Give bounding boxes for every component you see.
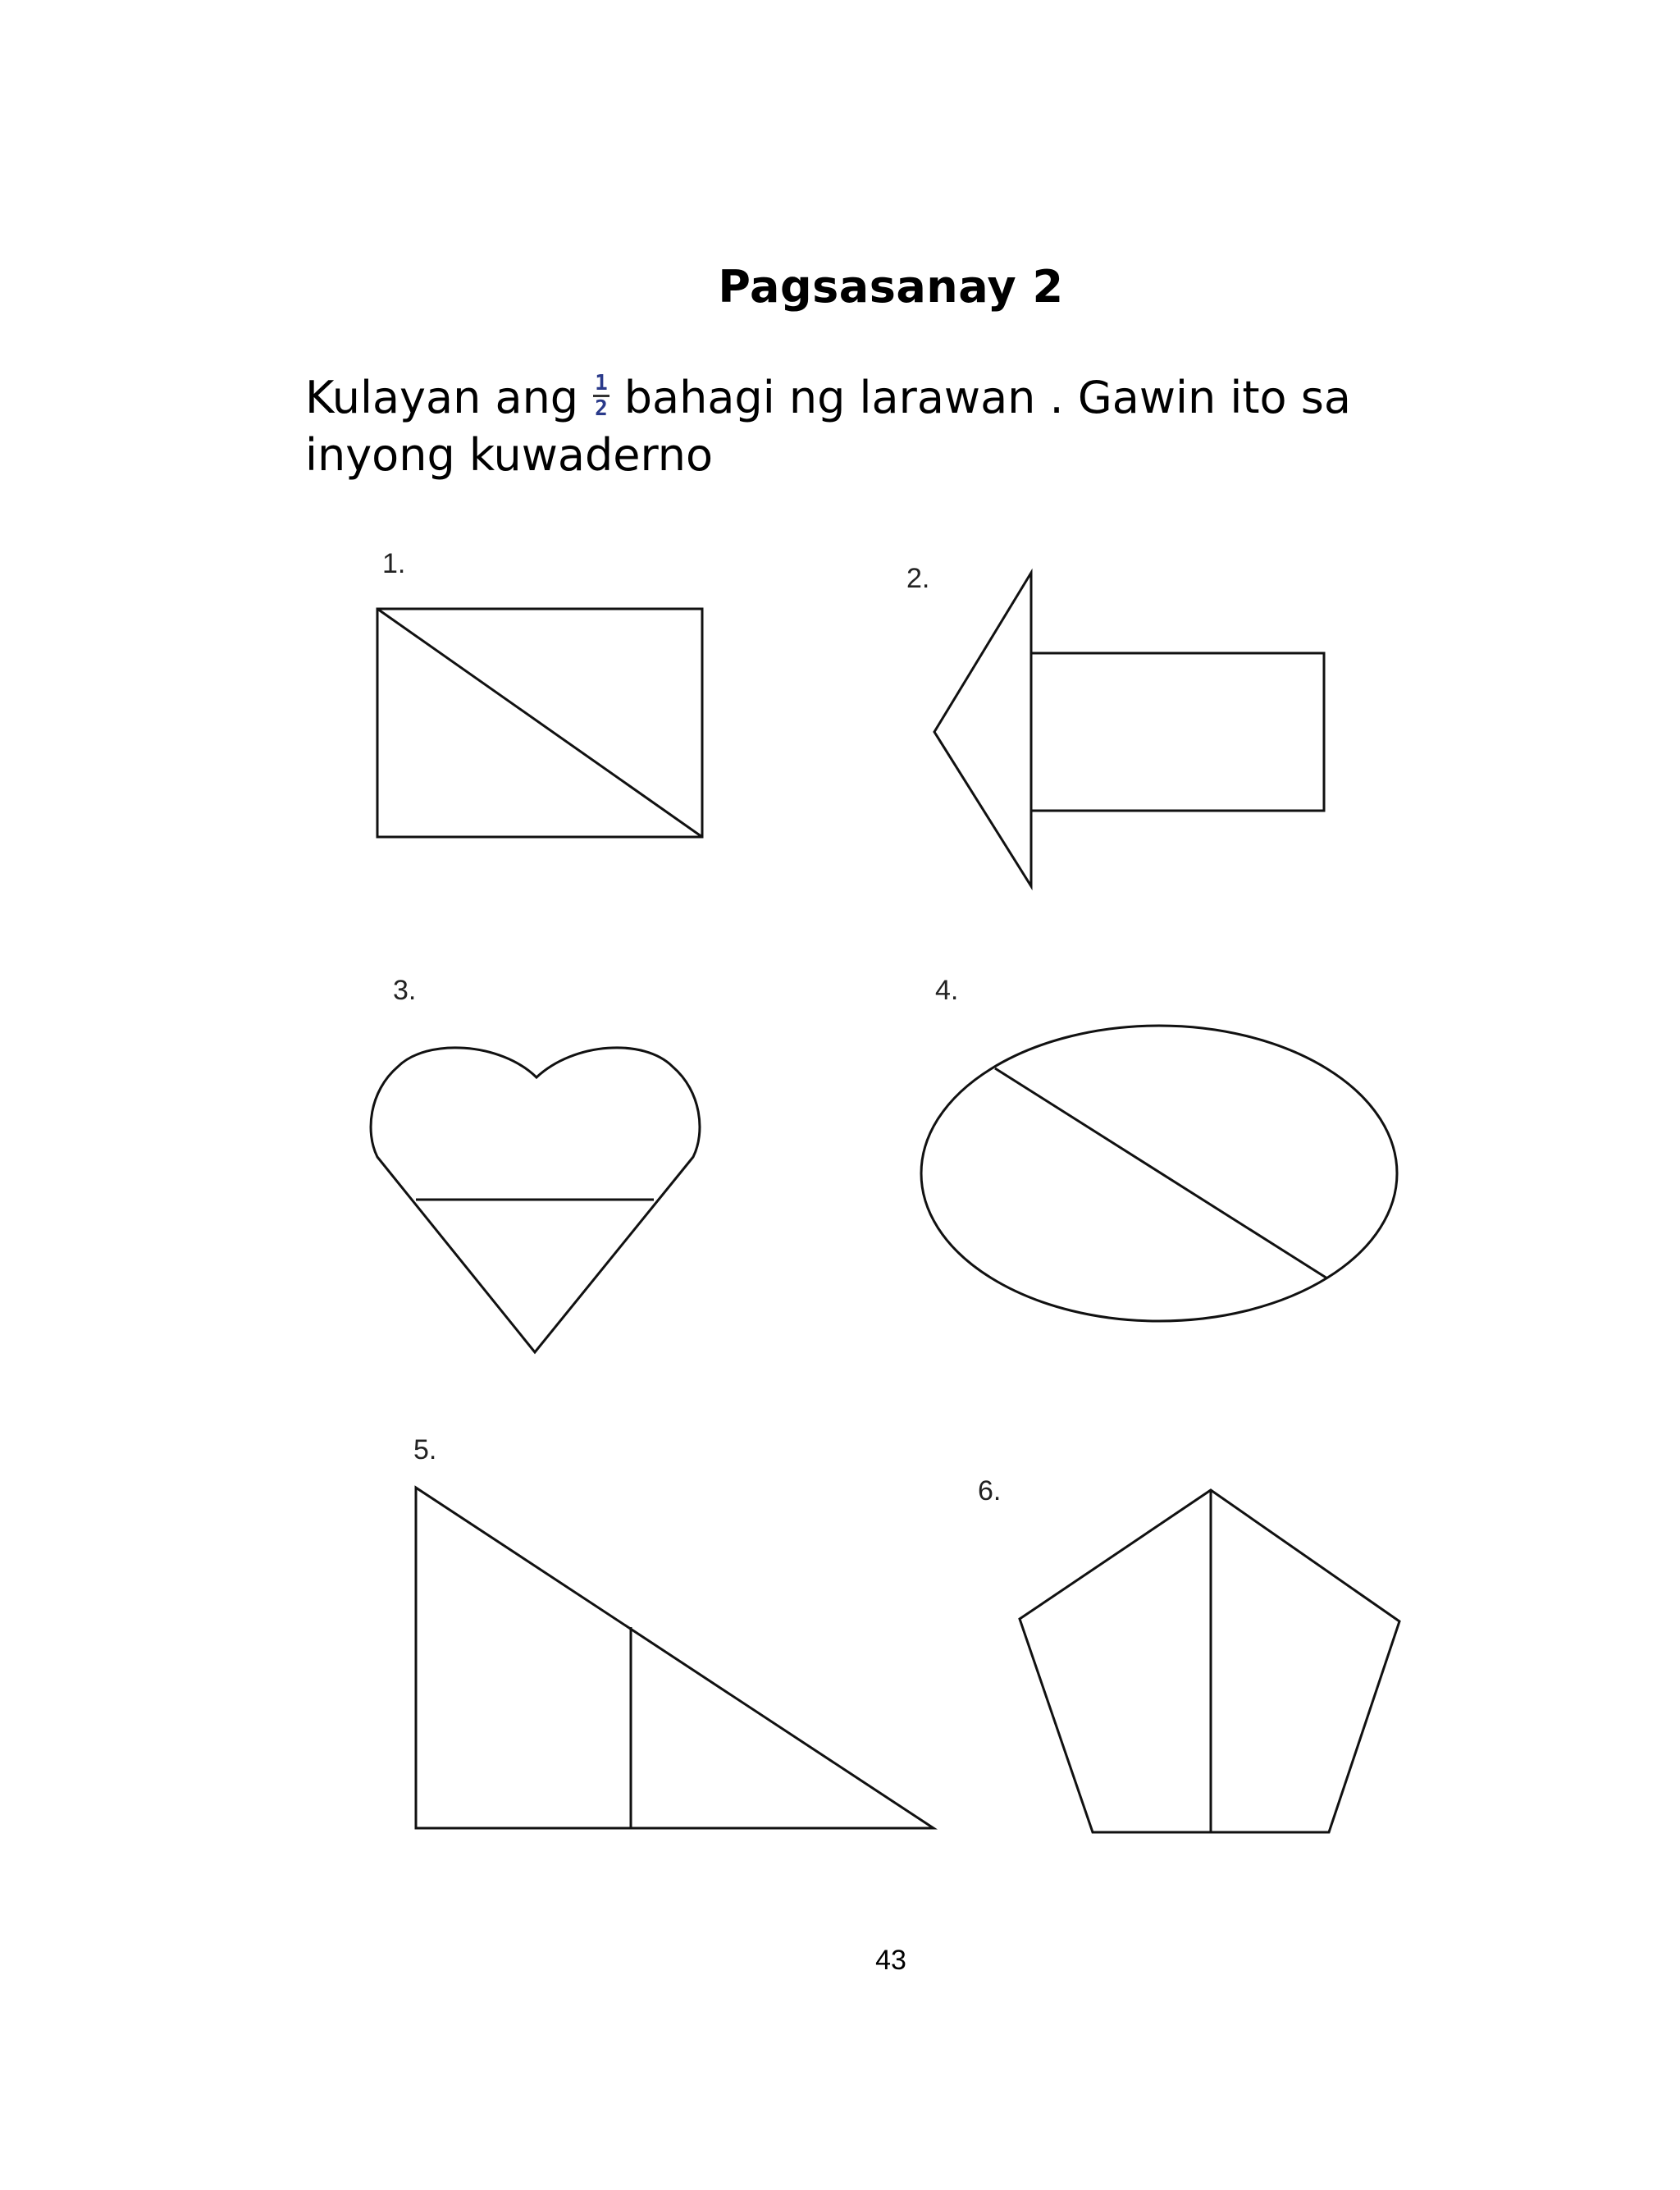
shape-number-4: 4. (935, 975, 959, 1006)
pentagon-icon (1020, 1490, 1399, 1832)
shape-number-3: 3. (393, 975, 417, 1006)
instruction-after: bahagi ng larawan . Gawin ito sa (623, 372, 1351, 423)
heart-icon (371, 1048, 700, 1352)
right-triangle-icon (416, 1488, 934, 1828)
page-title: Pagsasanay 2 (718, 261, 1064, 313)
shape-number-6: 6. (978, 1475, 1002, 1506)
shape-number-5: 5. (413, 1434, 437, 1465)
rectangle-icon (377, 609, 702, 837)
fraction-numerator: 1 (595, 370, 608, 395)
fraction-denominator: 2 (595, 395, 608, 421)
shape-number-2: 2. (906, 563, 930, 594)
shape-number-1: 1. (382, 548, 406, 579)
instruction-line-2: inyong kuwaderno (305, 429, 713, 481)
arrow-icon (934, 573, 1324, 886)
page-number: 43 (875, 1945, 906, 1976)
instruction-before: Kulayan ang (305, 372, 579, 423)
oval-icon (921, 1026, 1397, 1321)
